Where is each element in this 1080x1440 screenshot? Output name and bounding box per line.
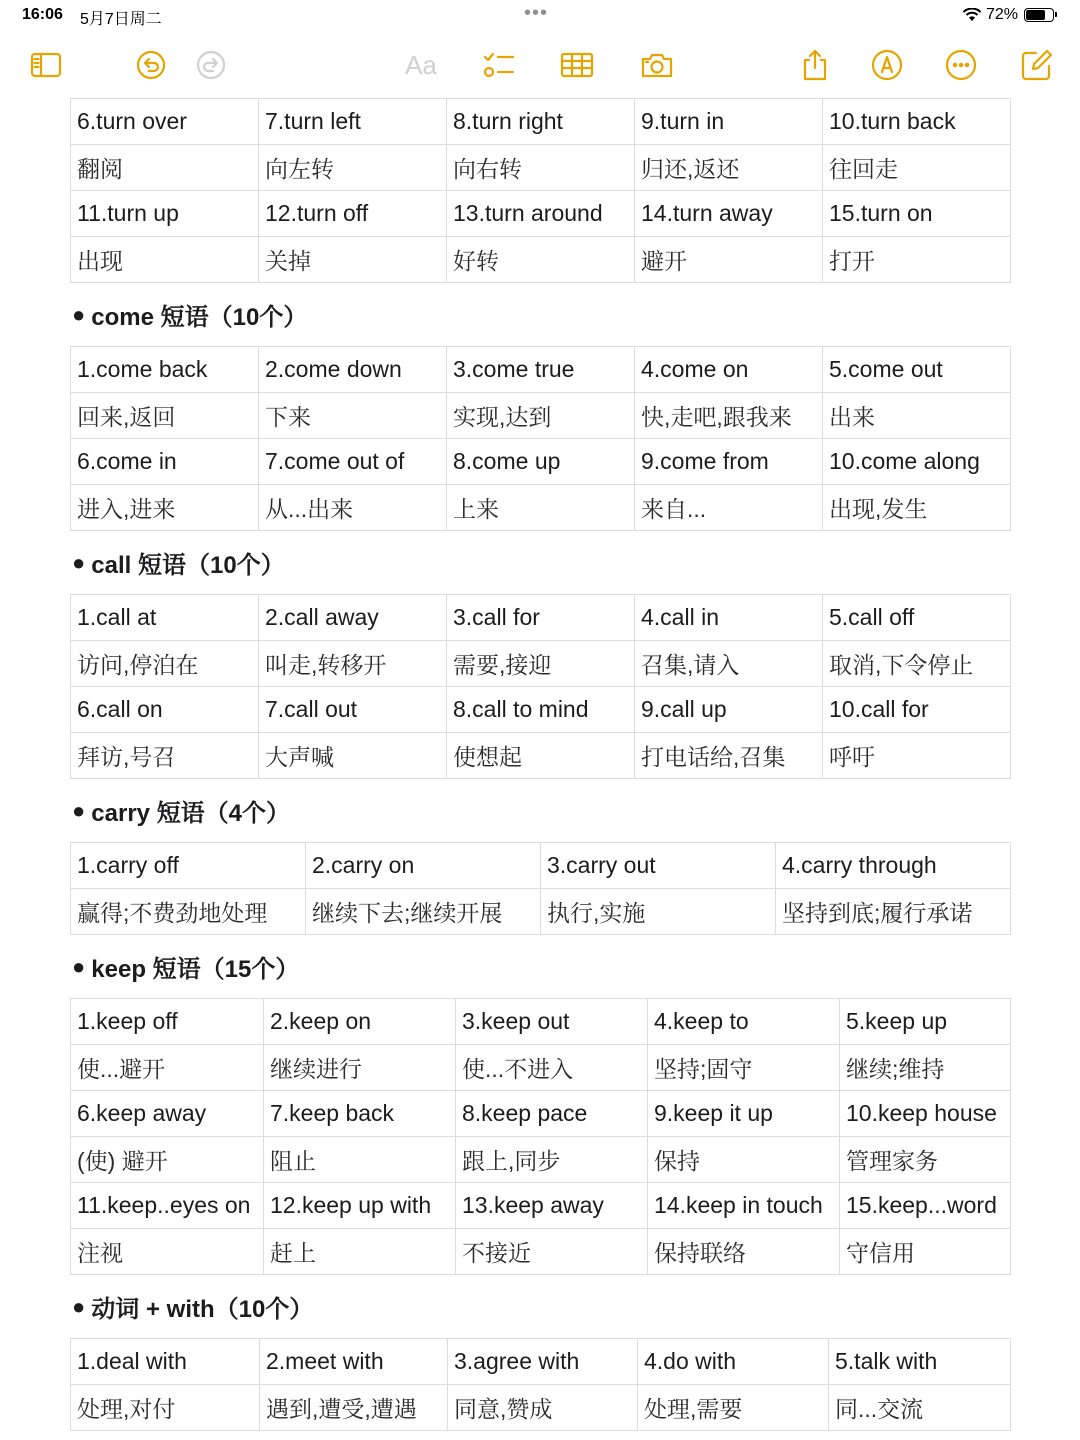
meaning-cell[interactable]: 使想起 xyxy=(447,733,635,779)
meaning-cell[interactable]: 大声喊 xyxy=(259,733,447,779)
meaning-cell[interactable]: (使) 避开 xyxy=(71,1137,264,1183)
phrase-table[interactable] xyxy=(70,98,1011,283)
text-format-icon[interactable]: Aa xyxy=(405,49,437,80)
phrase-cell[interactable]: 3.come true xyxy=(447,347,635,393)
phrase-cell[interactable]: 8.call to mind xyxy=(447,687,635,733)
meaning-cell[interactable]: 叫走,转移开 xyxy=(259,641,447,687)
section-heading xyxy=(70,1275,1010,1338)
phrase-cell[interactable]: 14.turn away xyxy=(635,191,823,237)
phrase-row xyxy=(71,843,1011,889)
meaning-cell[interactable]: 赶上 xyxy=(264,1229,456,1275)
phrase-cell[interactable]: 10.come along xyxy=(823,439,1011,485)
status-time: 16:06 xyxy=(22,6,63,23)
phrase-cell[interactable]: 8.come up xyxy=(447,439,635,485)
redo-icon[interactable] xyxy=(192,48,230,82)
phrase-cell[interactable]: 9.come from xyxy=(635,439,823,485)
meaning-cell[interactable]: 实现,达到 xyxy=(447,393,635,439)
meaning-cell[interactable]: 上来 xyxy=(447,485,635,531)
meaning-row xyxy=(71,1385,1011,1431)
phrase-table[interactable] xyxy=(70,1338,1011,1431)
meaning-cell[interactable]: 召集,请入 xyxy=(635,641,823,687)
phrase-row xyxy=(71,999,1011,1045)
phrase-cell[interactable]: 3.carry out xyxy=(541,843,776,889)
meaning-cell[interactable]: 保持 xyxy=(648,1137,840,1183)
meaning-cell[interactable]: 注视 xyxy=(71,1229,264,1275)
meaning-cell[interactable]: 翻阅 xyxy=(71,145,259,191)
phrase-cell[interactable]: 3.agree with xyxy=(448,1339,638,1385)
meaning-row xyxy=(71,485,1011,531)
phrase-cell[interactable]: 3.keep out xyxy=(456,999,648,1045)
meaning-cell[interactable]: 好转 xyxy=(447,237,635,283)
phrase-cell[interactable]: 12.turn off xyxy=(259,191,447,237)
phrase-row xyxy=(71,1091,1011,1137)
phrase-cell[interactable]: 15.turn on xyxy=(823,191,1011,237)
meaning-row xyxy=(71,237,1011,283)
camera-icon[interactable] xyxy=(638,48,676,82)
meaning-cell[interactable]: 阻止 xyxy=(264,1137,456,1183)
meaning-cell[interactable]: 关掉 xyxy=(259,237,447,283)
phrase-table[interactable] xyxy=(70,594,1011,779)
phrase-cell[interactable]: 1.carry off xyxy=(71,843,306,889)
meaning-cell[interactable]: 坚持;固守 xyxy=(648,1045,840,1091)
checklist-icon[interactable] xyxy=(480,48,518,82)
phrase-row xyxy=(71,687,1011,733)
meaning-cell[interactable]: 继续下去;继续开展 xyxy=(306,889,541,935)
table-icon[interactable] xyxy=(558,48,596,82)
phrase-cell[interactable]: 4.come on xyxy=(635,347,823,393)
meaning-cell[interactable]: 出来 xyxy=(823,393,1011,439)
meaning-cell[interactable]: 管理家务 xyxy=(840,1137,1011,1183)
share-icon[interactable] xyxy=(796,48,834,82)
phrase-cell[interactable]: 7.turn left xyxy=(259,99,447,145)
meaning-cell[interactable]: 同...交流 xyxy=(829,1385,1011,1431)
phrase-cell[interactable]: 14.keep in touch xyxy=(648,1183,840,1229)
phrase-cell[interactable]: 10.keep house xyxy=(840,1091,1011,1137)
meaning-cell[interactable]: 出现,发生 xyxy=(823,485,1011,531)
phrase-cell[interactable]: 6.turn over xyxy=(71,99,259,145)
phrase-table[interactable] xyxy=(70,346,1011,531)
phrase-cell[interactable]: 8.turn right xyxy=(447,99,635,145)
phrase-cell[interactable]: 11.turn up xyxy=(71,191,259,237)
meaning-row xyxy=(71,1229,1011,1275)
phrase-cell[interactable]: 8.keep pace xyxy=(456,1091,648,1137)
phrase-cell[interactable]: 9.turn in xyxy=(635,99,823,145)
phrase-cell[interactable]: 1.keep off xyxy=(71,999,264,1045)
bullet-icon: ● xyxy=(72,797,86,823)
meaning-cell[interactable]: 出现 xyxy=(71,237,259,283)
phrase-cell[interactable]: 7.come out of xyxy=(259,439,447,485)
note-body[interactable] xyxy=(70,98,1010,1431)
phrase-row xyxy=(71,595,1011,641)
meaning-cell[interactable]: 打电话给,召集 xyxy=(635,733,823,779)
section-heading-text: come 短语（10个） xyxy=(91,304,308,331)
meaning-cell[interactable]: 赢得;不费劲地处理 xyxy=(71,889,306,935)
meaning-cell[interactable]: 往回走 xyxy=(823,145,1011,191)
meaning-cell[interactable]: 呼吁 xyxy=(823,733,1011,779)
wifi-icon xyxy=(962,8,982,27)
phrase-cell[interactable]: 6.keep away xyxy=(71,1091,264,1137)
phrase-cell[interactable]: 5.keep up xyxy=(840,999,1011,1045)
meaning-row xyxy=(71,145,1011,191)
section-heading xyxy=(70,935,1010,998)
meaning-cell[interactable]: 从...出来 xyxy=(259,485,447,531)
meaning-row xyxy=(71,733,1011,779)
section-heading-text: 动词 + with（10个） xyxy=(91,1296,314,1323)
meaning-cell[interactable]: 保持联络 xyxy=(648,1229,840,1275)
section-heading-text: carry 短语（4个） xyxy=(91,800,291,827)
phrase-cell[interactable]: 2.keep on xyxy=(264,999,456,1045)
meaning-cell[interactable]: 跟上,同步 xyxy=(456,1137,648,1183)
section-heading-text: keep 短语（15个） xyxy=(91,956,300,983)
section-heading xyxy=(70,531,1010,594)
meaning-row xyxy=(71,1045,1011,1091)
phrase-cell[interactable]: 6.call on xyxy=(71,687,259,733)
meaning-cell[interactable]: 处理,需要 xyxy=(638,1385,829,1431)
meaning-cell[interactable]: 向左转 xyxy=(259,145,447,191)
phrase-cell[interactable]: 13.keep away xyxy=(456,1183,648,1229)
meaning-cell[interactable]: 处理,对付 xyxy=(71,1385,260,1431)
phrase-row xyxy=(71,347,1011,393)
phrase-cell[interactable]: 1.come back xyxy=(71,347,259,393)
meaning-row xyxy=(71,641,1011,687)
phrase-cell[interactable]: 2.meet with xyxy=(260,1339,448,1385)
phrase-cell[interactable]: 2.call away xyxy=(259,595,447,641)
meaning-cell[interactable]: 遇到,遭受,遭遇 xyxy=(260,1385,448,1431)
meaning-cell[interactable]: 打开 xyxy=(823,237,1011,283)
meaning-row xyxy=(71,889,1011,935)
bullet-icon: ● xyxy=(72,301,86,327)
notes-toolbar xyxy=(0,32,1080,98)
phrase-cell[interactable]: 10.call for xyxy=(823,687,1011,733)
phrase-cell[interactable]: 4.carry through xyxy=(776,843,1011,889)
meaning-cell[interactable]: 避开 xyxy=(635,237,823,283)
markup-icon[interactable] xyxy=(868,48,906,82)
phrase-row xyxy=(71,191,1011,237)
status-bar xyxy=(0,0,1080,32)
phrase-cell[interactable]: 9.call up xyxy=(635,687,823,733)
phrase-cell[interactable]: 10.turn back xyxy=(823,99,1011,145)
compose-icon[interactable] xyxy=(1018,48,1056,82)
bullet-icon: ● xyxy=(72,953,86,979)
meaning-cell[interactable]: 执行,实施 xyxy=(541,889,776,935)
phrase-cell[interactable]: 4.call in xyxy=(635,595,823,641)
phrase-cell[interactable]: 11.keep..eyes on xyxy=(71,1183,264,1229)
meaning-cell[interactable]: 归还,返还 xyxy=(635,145,823,191)
meaning-cell[interactable]: 继续;维持 xyxy=(840,1045,1011,1091)
status-date: 5月7日周二 xyxy=(80,11,162,28)
phrase-cell[interactable]: 12.keep up with xyxy=(264,1183,456,1229)
phrase-row xyxy=(71,1339,1011,1385)
phrase-cell[interactable]: 2.carry on xyxy=(306,843,541,889)
bullet-icon: ● xyxy=(72,1293,86,1319)
meaning-cell[interactable]: 向右转 xyxy=(447,145,635,191)
meaning-cell[interactable]: 同意,赞成 xyxy=(448,1385,638,1431)
phrase-cell[interactable]: 5.talk with xyxy=(829,1339,1011,1385)
section-heading-text: call 短语（10个） xyxy=(91,552,285,579)
meaning-cell[interactable]: 坚持到底;履行承诺 xyxy=(776,889,1011,935)
phrase-cell[interactable]: 5.come out xyxy=(823,347,1011,393)
meaning-cell[interactable]: 拜访,号召 xyxy=(71,733,259,779)
meaning-cell[interactable]: 访问,停泊在 xyxy=(71,641,259,687)
meaning-cell[interactable]: 继续进行 xyxy=(264,1045,456,1091)
phrase-cell[interactable]: 9.keep it up xyxy=(648,1091,840,1137)
section-heading xyxy=(70,779,1010,842)
phrase-table[interactable] xyxy=(70,842,1011,935)
meaning-row xyxy=(71,393,1011,439)
meaning-cell[interactable]: 进入,进来 xyxy=(71,485,259,531)
phrase-cell[interactable]: 4.do with xyxy=(638,1339,829,1385)
more-icon[interactable] xyxy=(942,48,980,82)
meaning-cell[interactable]: 使...不进入 xyxy=(456,1045,648,1091)
meaning-cell[interactable]: 守信用 xyxy=(840,1229,1011,1275)
phrase-cell[interactable]: 7.keep back xyxy=(264,1091,456,1137)
multitasking-dots-icon[interactable]: ••• xyxy=(524,2,549,24)
phrase-cell[interactable]: 2.come down xyxy=(259,347,447,393)
bullet-icon: ● xyxy=(72,549,86,575)
meaning-cell[interactable]: 使...避开 xyxy=(71,1045,264,1091)
sidebar-icon[interactable] xyxy=(27,48,65,82)
meaning-cell[interactable]: 需要,接迎 xyxy=(447,641,635,687)
phrase-cell[interactable]: 6.come in xyxy=(71,439,259,485)
meaning-cell[interactable]: 取消,下令停止 xyxy=(823,641,1011,687)
phrase-cell[interactable]: 13.turn around xyxy=(447,191,635,237)
phrase-cell[interactable]: 15.keep...word xyxy=(840,1183,1011,1229)
battery-percent: 72% xyxy=(986,6,1019,23)
phrase-cell[interactable]: 5.call off xyxy=(823,595,1011,641)
phrase-cell[interactable]: 1.deal with xyxy=(71,1339,260,1385)
meaning-cell[interactable]: 下来 xyxy=(259,393,447,439)
undo-icon[interactable] xyxy=(132,48,170,82)
phrase-table[interactable] xyxy=(70,998,1011,1275)
phrase-cell[interactable]: 3.call for xyxy=(447,595,635,641)
meaning-cell[interactable]: 不接近 xyxy=(456,1229,648,1275)
meaning-cell[interactable]: 回来,返回 xyxy=(71,393,259,439)
battery-icon xyxy=(1024,8,1054,22)
phrase-row xyxy=(71,439,1011,485)
phrase-cell[interactable]: 1.call at xyxy=(71,595,259,641)
phrase-cell[interactable]: 7.call out xyxy=(259,687,447,733)
meaning-cell[interactable]: 来自... xyxy=(635,485,823,531)
section-heading xyxy=(70,283,1010,346)
phrase-row xyxy=(71,1183,1011,1229)
phrase-row xyxy=(71,99,1011,145)
meaning-cell[interactable]: 快,走吧,跟我来 xyxy=(635,393,823,439)
phrase-cell[interactable]: 4.keep to xyxy=(648,999,840,1045)
meaning-row xyxy=(71,1137,1011,1183)
